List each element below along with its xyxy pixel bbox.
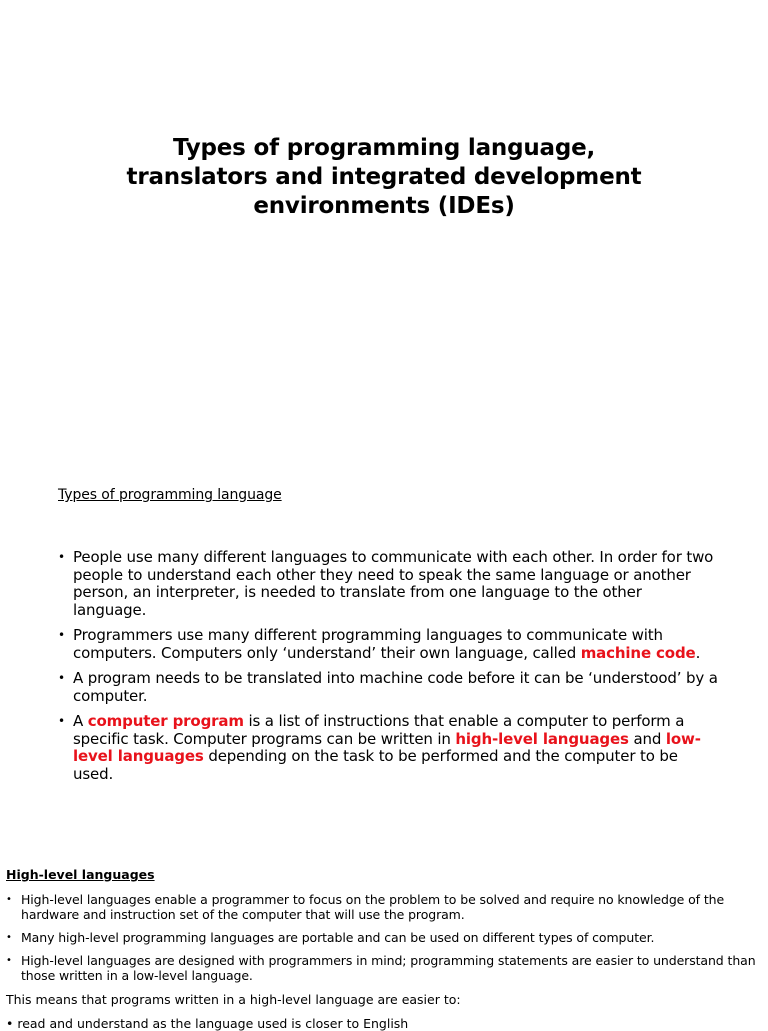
types-bullet-list <box>58 549 718 791</box>
list-item <box>58 549 718 619</box>
high-level-bullet-list <box>6 892 756 991</box>
key-term-low-level-languages: low-level languages <box>73 729 701 765</box>
bullet-text: depending on the task to be performed and the computer to be used. <box>73 747 678 783</box>
key-term-high-level-languages: high-level languages <box>455 729 629 748</box>
list-item: • High-level languages are designed with programmers in mind; programming statements are easier to understand than those written in a low-level language. <box>6 953 756 983</box>
bullet-text: . <box>695 643 701 662</box>
title-line-2: translators and integrated development <box>126 164 642 190</box>
list-item: • Many high-level programming languages are portable and can be used on different types of computer. <box>6 930 756 945</box>
title-line-1: Types of programming language, <box>172 135 596 161</box>
bullet-text: and <box>628 729 666 748</box>
list-item: • High-level languages enable a programmer to focus on the problem to be solved and require no knowledge of the hardware and instruction set of the computer that will use the program. <box>6 892 756 922</box>
list-item <box>58 670 718 705</box>
partial-list-item: • read and understand as the language used is closer to English <box>6 1016 409 1031</box>
bullet-text: People use many different languages to communicate with each other. In order for two people to understand each other they need to speak the same language or another person, an interpreter, is needed to translate from one language to the other language. <box>73 548 714 619</box>
key-term-computer-program: computer program <box>87 712 244 730</box>
list-item <box>58 627 718 662</box>
bullet-text: is a list of instructions that enable a computer to perform a specific task. Computer programs can be written in <box>73 712 685 748</box>
bullet-text: Programmers use many different programming languages to communicate with computers. Computers only ‘understand’ their own language, called <box>73 626 663 662</box>
section-heading-high-level: High-level languages <box>6 867 155 882</box>
section-heading-types: Types of programming language <box>58 487 282 503</box>
bullet-text: A program needs to be translated into machine code before it can be ‘understood’ by a computer. <box>73 669 718 705</box>
list-item <box>58 713 718 783</box>
paragraph-text: This means that programs written in a high-level language are easier to: <box>6 992 461 1007</box>
key-term-machine-code: machine code <box>580 643 696 662</box>
page-title <box>84 134 684 221</box>
title-line-3: environments (IDEs) <box>253 193 515 219</box>
bullet-text: A <box>73 712 88 730</box>
